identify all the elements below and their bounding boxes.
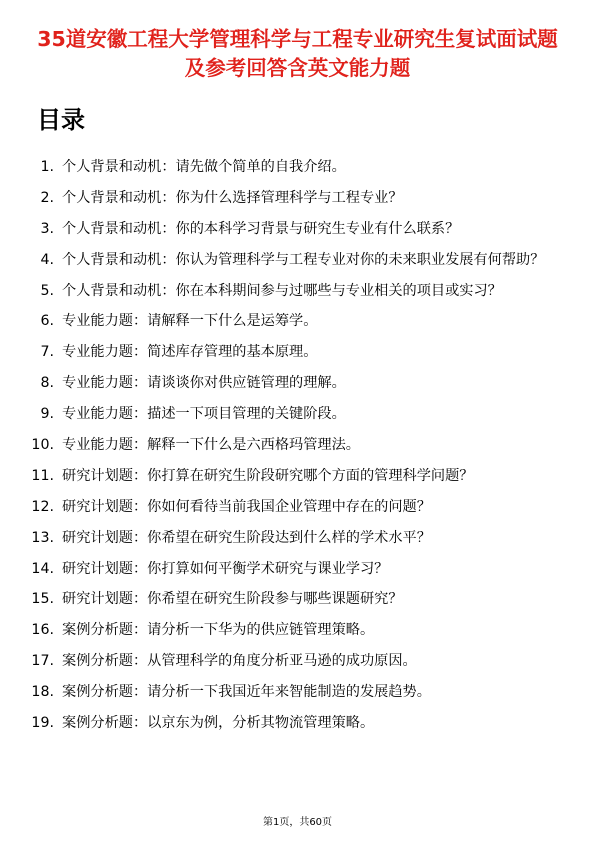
toc-item-text: 个人背景和动机：你的本科学习背景与研究生专业有什么联系？ — [62, 220, 460, 237]
toc-item[interactable] — [0, 156, 595, 178]
toc-item-text: 案例分析题：以京东为例，分析其物流管理策略。 — [62, 715, 375, 732]
toc-item-number: 13. — [31, 529, 54, 546]
toc-item[interactable] — [0, 372, 595, 394]
toc-item[interactable] — [0, 434, 595, 456]
toc-item[interactable] — [0, 588, 595, 610]
toc-item-number: 3. — [40, 220, 54, 237]
toc-item[interactable] — [0, 249, 595, 271]
toc-item-number: 2. — [40, 189, 54, 206]
toc-item-text: 案例分析题：请分析一下华为的供应链管理策略。 — [62, 622, 375, 639]
toc-item[interactable] — [0, 341, 595, 363]
toc-item[interactable] — [0, 465, 595, 487]
toc-item[interactable] — [0, 218, 595, 240]
toc-item-number: 17. — [31, 653, 54, 670]
toc-item-text: 专业能力题：请解释一下什么是运筹学。 — [62, 313, 318, 330]
toc-item-number: 4. — [40, 251, 54, 268]
toc-item[interactable] — [0, 558, 595, 580]
toc-item-text: 专业能力题：解释一下什么是六西格玛管理法。 — [62, 437, 360, 454]
toc-item-text: 专业能力题：请谈谈你对供应链管理的理解。 — [62, 375, 346, 392]
toc-item-number: 11. — [31, 467, 54, 484]
toc-item-text: 个人背景和动机：你为什么选择管理科学与工程专业？ — [62, 189, 403, 206]
toc-item-number: 18. — [31, 684, 54, 701]
toc-item-text: 个人背景和动机：你认为管理科学与工程专业对你的未来职业发展有何帮助？ — [62, 251, 545, 268]
toc-item-text: 个人背景和动机：你在本科期间参与过哪些与专业相关的项目或实习？ — [62, 282, 502, 299]
toc-item-number: 19. — [31, 715, 54, 732]
page-footer: 第1页，共60页 — [262, 817, 333, 828]
toc-item[interactable] — [0, 619, 595, 641]
toc-item-text: 研究计划题：你打算在研究生阶段研究哪个方面的管理科学问题？ — [62, 467, 474, 484]
toc-item-number: 7. — [40, 344, 54, 361]
toc-item-number: 1. — [40, 159, 54, 175]
toc-item-number: 12. — [31, 498, 54, 515]
toc-item[interactable] — [0, 496, 595, 518]
toc-item[interactable] — [0, 187, 595, 209]
toc-item-number: 8. — [40, 375, 54, 392]
toc-item[interactable] — [0, 681, 595, 703]
toc-item-number: 16. — [31, 622, 54, 639]
toc-item-number: 10. — [31, 437, 54, 454]
toc-item[interactable] — [0, 527, 595, 549]
toc-item[interactable] — [0, 650, 595, 672]
document-title: 35道安徽工程大学管理科学与工程专业研究生复试面试题及参考回答含英文能力题 — [37, 27, 558, 80]
toc-item[interactable] — [0, 712, 595, 734]
toc-item-text: 研究计划题：你希望在研究生阶段达到什么样的学术水平？ — [62, 529, 431, 546]
toc-item-text: 研究计划题：你希望在研究生阶段参与哪些课题研究？ — [62, 591, 403, 608]
toc-item-text: 案例分析题：请分析一下我国近年来智能制造的发展趋势。 — [62, 684, 431, 701]
toc-item-text: 研究计划题：你如何看待当前我国企业管理中存在的问题？ — [62, 498, 431, 515]
toc-item-number: 15. — [31, 591, 54, 608]
toc-item[interactable] — [0, 310, 595, 332]
toc-item-number: 5. — [40, 282, 54, 299]
toc-item-text: 专业能力题：简述库存管理的基本原理。 — [62, 344, 318, 361]
table-of-contents — [0, 156, 595, 743]
toc-item[interactable] — [0, 403, 595, 425]
toc-item-text: 个人背景和动机：请先做个简单的自我介绍。 — [62, 159, 346, 175]
toc-item[interactable] — [0, 280, 595, 302]
toc-item-text: 案例分析题：从管理科学的角度分析亚马逊的成功原因。 — [62, 653, 417, 670]
toc-heading: 目录 — [37, 106, 85, 134]
toc-item-number: 6. — [40, 313, 54, 330]
toc-item-text: 研究计划题：你打算如何平衡学术研究与课业学习？ — [62, 560, 389, 577]
toc-item-number: 14. — [31, 560, 54, 577]
toc-item-text: 专业能力题：描述一下项目管理的关键阶段。 — [62, 406, 346, 423]
toc-item-number: 9. — [40, 406, 54, 423]
